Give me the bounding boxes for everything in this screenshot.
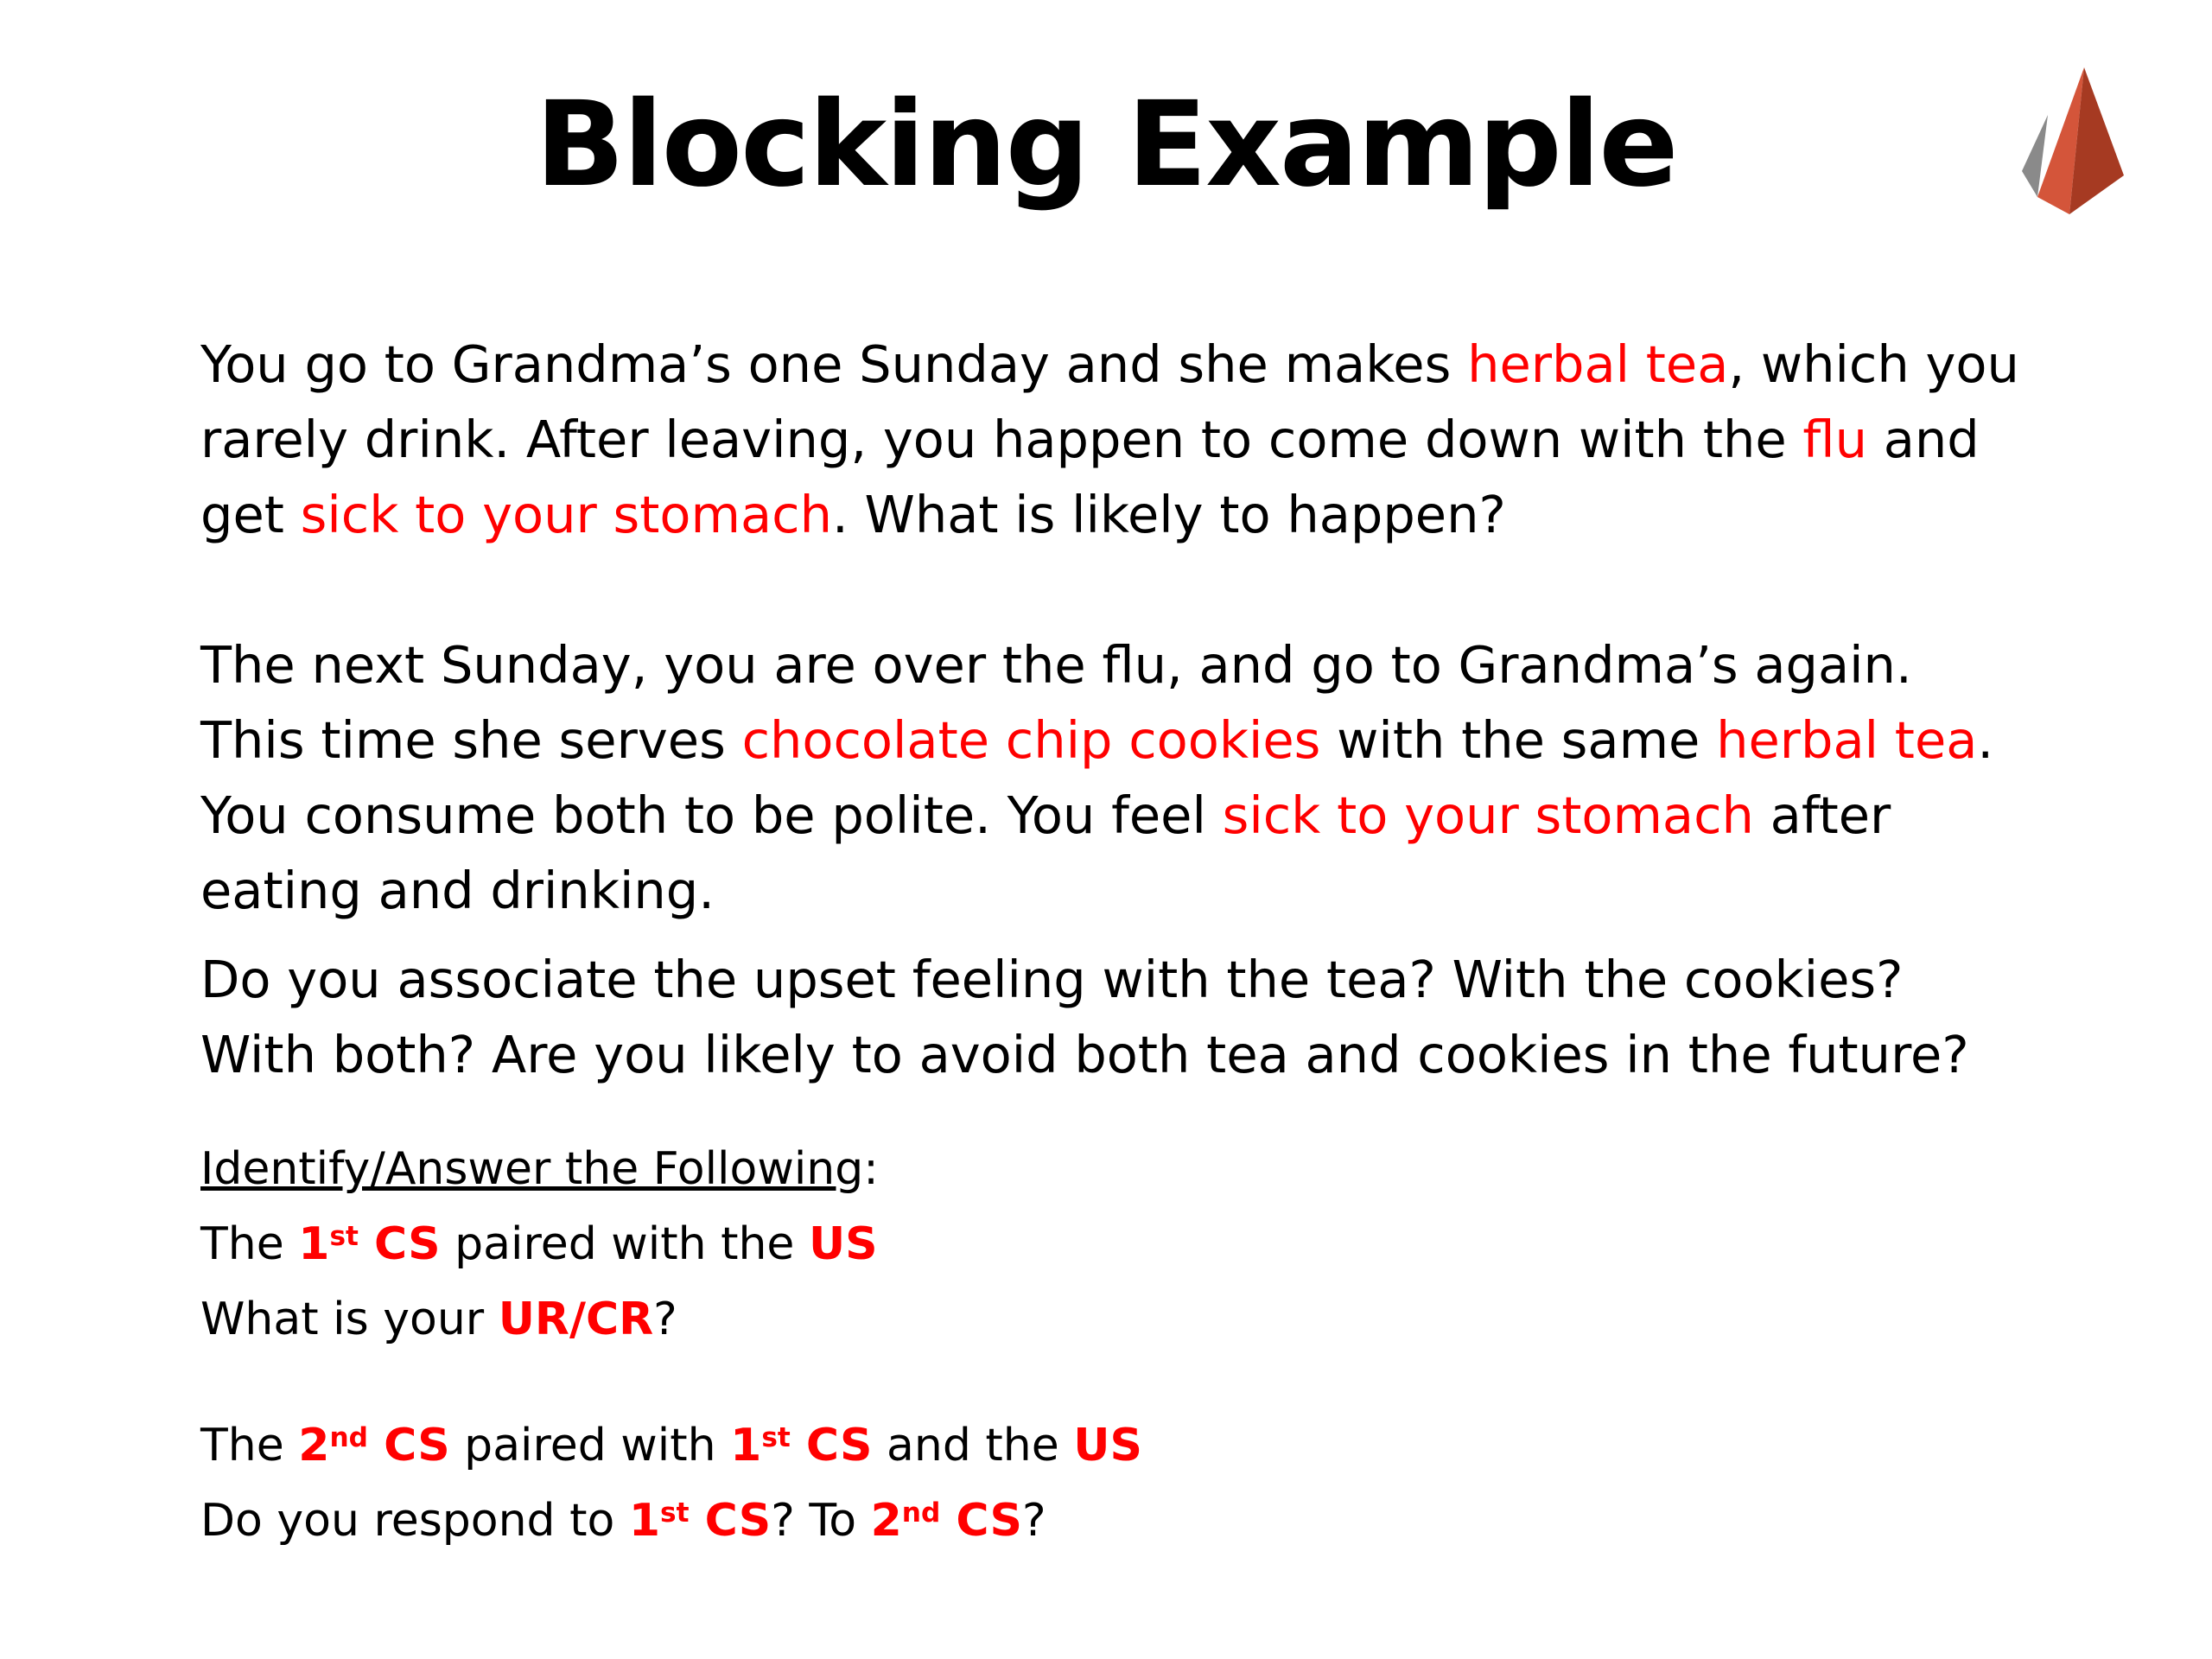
q3-us: US [1073, 1420, 1142, 1471]
flame-logo-icon [2022, 67, 2126, 214]
q4-text-2: ? To [771, 1495, 871, 1547]
q3-text-1: The [200, 1420, 299, 1471]
p1-text-1: You go to Grandma’s one Sunday and she makes [200, 334, 1468, 394]
q3-second-cs [298, 1420, 449, 1471]
q3-text-3: and the [872, 1420, 1074, 1471]
q4-text-3: ? [1022, 1495, 1046, 1547]
p1-text-2: , which you rarely drink. After leaving, you happen to come down with the [200, 334, 2019, 469]
q2-ur-cr: UR/CR [498, 1294, 654, 1345]
q1-first-cs-label: CS [358, 1218, 441, 1270]
question-1 [200, 1207, 2015, 1282]
q2-text-1: What is your [200, 1294, 499, 1345]
p2-highlight-cookies: chocolate chip cookies [741, 710, 1321, 770]
q3-text-2: paired with [449, 1420, 731, 1471]
paragraph-questions: Do you associate the upset feeling with the tea? With the cookies? With both? Are you likely to avoid both tea and cookies in the future? [200, 950, 1969, 1084]
q3-first-cs-sup: st [761, 1422, 791, 1454]
question-2 [200, 1282, 2015, 1357]
q4-first-cs-label: CS [689, 1495, 772, 1547]
q3-first-cs-label: CS [790, 1420, 873, 1471]
q3-second-cs-num: 2 [298, 1420, 330, 1471]
p1-text-4: . What is likely to happen? [831, 485, 1506, 544]
q4-first-cs [629, 1495, 771, 1547]
p1-highlight-flu: flu [1802, 410, 1867, 469]
q1-text-1: The [200, 1218, 299, 1270]
identify-heading-colon: : [863, 1143, 879, 1195]
p1-text-3: and get [200, 410, 1980, 544]
q4-second-cs [871, 1495, 1022, 1547]
slide-title: Blocking Example [535, 77, 1677, 213]
q1-first-cs-sup: st [329, 1221, 359, 1253]
q4-text-1: Do you respond to [200, 1495, 629, 1547]
identify-heading [200, 1132, 2015, 1207]
q4-second-cs-label: CS [940, 1495, 1022, 1547]
p2-highlight-sick: sick to your stomach [1222, 785, 1754, 845]
p1-highlight-herbal-tea: herbal tea [1467, 334, 1729, 394]
q1-us: US [808, 1218, 878, 1270]
p2-text-2: with the same [1320, 710, 1717, 770]
q4-first-cs-num: 1 [628, 1495, 661, 1547]
q3-second-cs-sup: nd [329, 1422, 368, 1454]
identify-heading-text: Identify/Answer the Following [200, 1143, 864, 1195]
q1-first-cs-num: 1 [298, 1218, 330, 1270]
q4-second-cs-num: 2 [870, 1495, 902, 1547]
paragraph-scenario-two [200, 627, 2032, 928]
p2-highlight-herbal-tea: herbal tea [1716, 710, 1978, 770]
q3-first-cs [730, 1420, 872, 1471]
paragraph-scenario-one [200, 327, 2032, 552]
question-3 [200, 1408, 2015, 1484]
p1-highlight-sick: sick to your stomach [300, 485, 832, 544]
p2-text-4: after eating and drinking. [200, 785, 1891, 920]
q3-first-cs-num: 1 [730, 1420, 762, 1471]
p2-text-3: . You consume both to be polite. You feel [200, 710, 1994, 845]
p2-text-1: The next Sunday, you are over the flu, and go to Grandma’s again. This time she serves [200, 635, 1912, 770]
q2-text-2: ? [653, 1294, 677, 1345]
q4-first-cs-sup: st [660, 1497, 690, 1529]
q1-first-cs [298, 1218, 440, 1270]
question-4 [200, 1484, 2015, 1559]
q4-second-cs-sup: nd [901, 1497, 941, 1529]
q3-second-cs-label: CS [367, 1420, 450, 1471]
q1-text-2: paired with the [440, 1218, 809, 1270]
